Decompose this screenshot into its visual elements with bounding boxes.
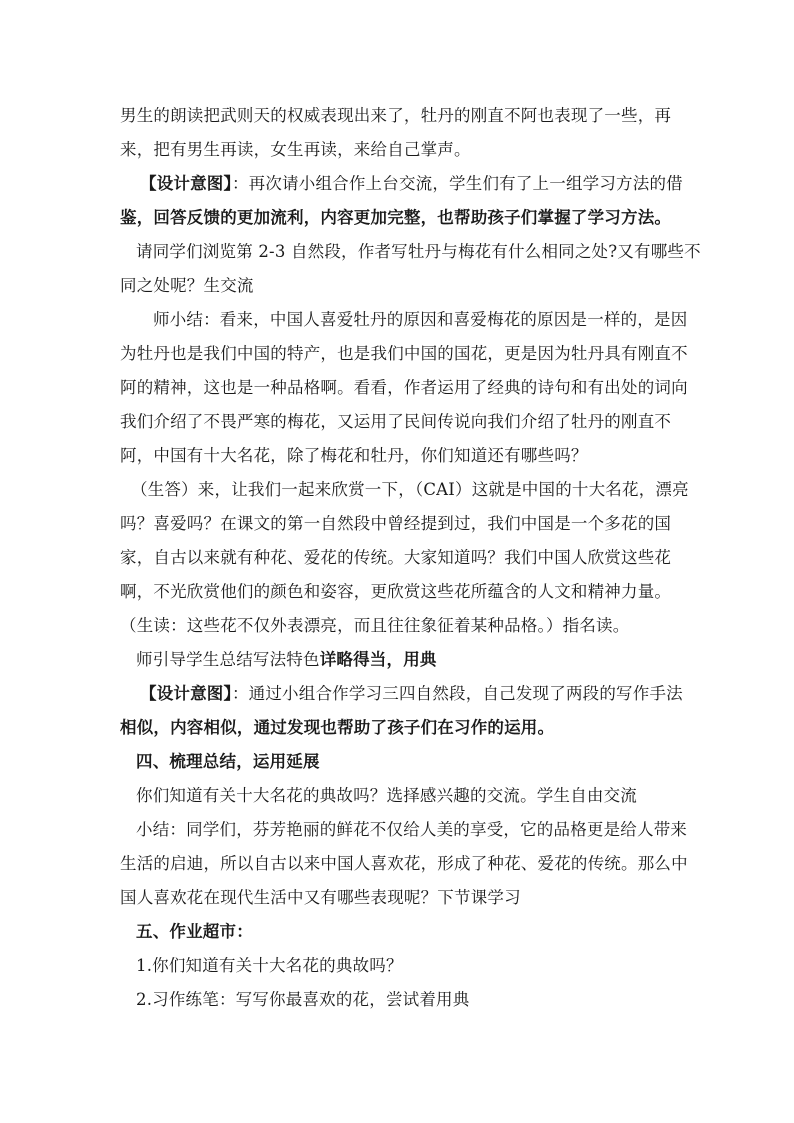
paragraph-line: 阿，中国有十大名花，除了梅花和牡丹，你们知道还有哪些吗？ [120,446,588,465]
section-heading-four: 四、梳理总结，运用延展 [136,752,320,771]
writing-feature-bold: 详略得当，用典 [319,650,437,669]
design-intent-text: ：通过小组合作学习三四自然段，自己发现了两段的写作手法 [231,684,683,703]
paragraph-line: 生活的启迪，所以自古以来中国人喜欢花，形成了种花、爱花的传统。那么中 [120,854,688,873]
writing-feature-text: 师引导学生总结写法特色 [136,650,320,669]
paragraph-line: 同之处呢？生交流 [120,276,254,295]
design-intent-bold-line: 相似，内容相似，通过发现也帮助了孩子们在习作的运用。 [120,718,555,737]
paragraph-line: 为牡丹也是我们中国的特产，也是我们中国的国花，更是因为牡丹具有刚直不 [120,344,688,363]
paragraph-line: 家，自古以来就有种花、爱花的传统。大家知道吗？我们中国人欣赏这些花 [120,548,672,567]
homework-item: 1.你们知道有关十大名花的典故吗？ [136,956,403,975]
design-intent-label: 【设计意图】 [140,684,232,703]
paragraph-line: 来，把有男生再读，女生再读，来给自己掌声。 [120,140,471,159]
design-intent-line [140,173,683,195]
paragraph-line: 阿的精神，这也是一种品格啊。看看，作者运用了经典的诗句和有出处的词向 [120,378,688,397]
summary-line: 小结：同学们，芬芳艳丽的鲜花不仅给人美的享受，它的品格更是给人带来 [136,820,688,839]
paragraph-line: 啊，不光欣赏他们的颜色和姿容，更欣赏这些花所蕴含的人文和精神力量。 [120,582,672,601]
homework-item: 2.习作练笔：写写你最喜欢的花，尝试着用典 [136,990,470,1009]
paragraph-line: 吗？喜爱吗？在课文的第一自然段中曾经提到过，我们中国是一个多花的国 [120,514,672,533]
design-intent-bold-line: 鉴，回答反馈的更加流利，内容更加完整，也帮助孩子们掌握了学习方法。 [120,208,672,227]
paragraph-line: （生答）来，让我们一起来欣赏一下，（CAI）这就是中国的十大名花，漂亮 [131,480,689,499]
paragraph-line: （生读：这些花不仅外表漂亮，而且往往象征着某种品格。）指名读。 [120,616,630,635]
summary-line: 师小结：看来，中国人喜爱牡丹的原因和喜爱梅花的原因是一样的，是因 [153,310,688,329]
design-intent-label: 【设计意图】 [140,174,232,193]
paragraph-line: 我们介绍了不畏严寒的梅花，又运用了民间传说向我们介绍了牡丹的刚直不 [120,412,672,431]
paragraph-line: 你们知道有关十大名花的典故吗？选择感兴趣的交流。学生自由交流 [136,786,637,805]
paragraph-line: 男生的朗读把武则天的权威表现出来了，牡丹的刚直不阿也表现了一些，再 [120,106,672,125]
paragraph-line: 国人喜欢花在现代生活中又有哪些表现呢？下节课学习 [120,888,521,907]
design-intent-text: ：再次请小组合作上台交流，学生们有了上一组学习方法的借 [231,174,683,193]
writing-feature-line [136,649,437,671]
design-intent-line [140,683,683,705]
section-heading-five: 五、作业超市： [136,922,253,941]
paragraph-line: 请同学们浏览第 2-3 自然段，作者写牡丹与梅花有什么相同之处?又有哪些不 [136,242,701,261]
